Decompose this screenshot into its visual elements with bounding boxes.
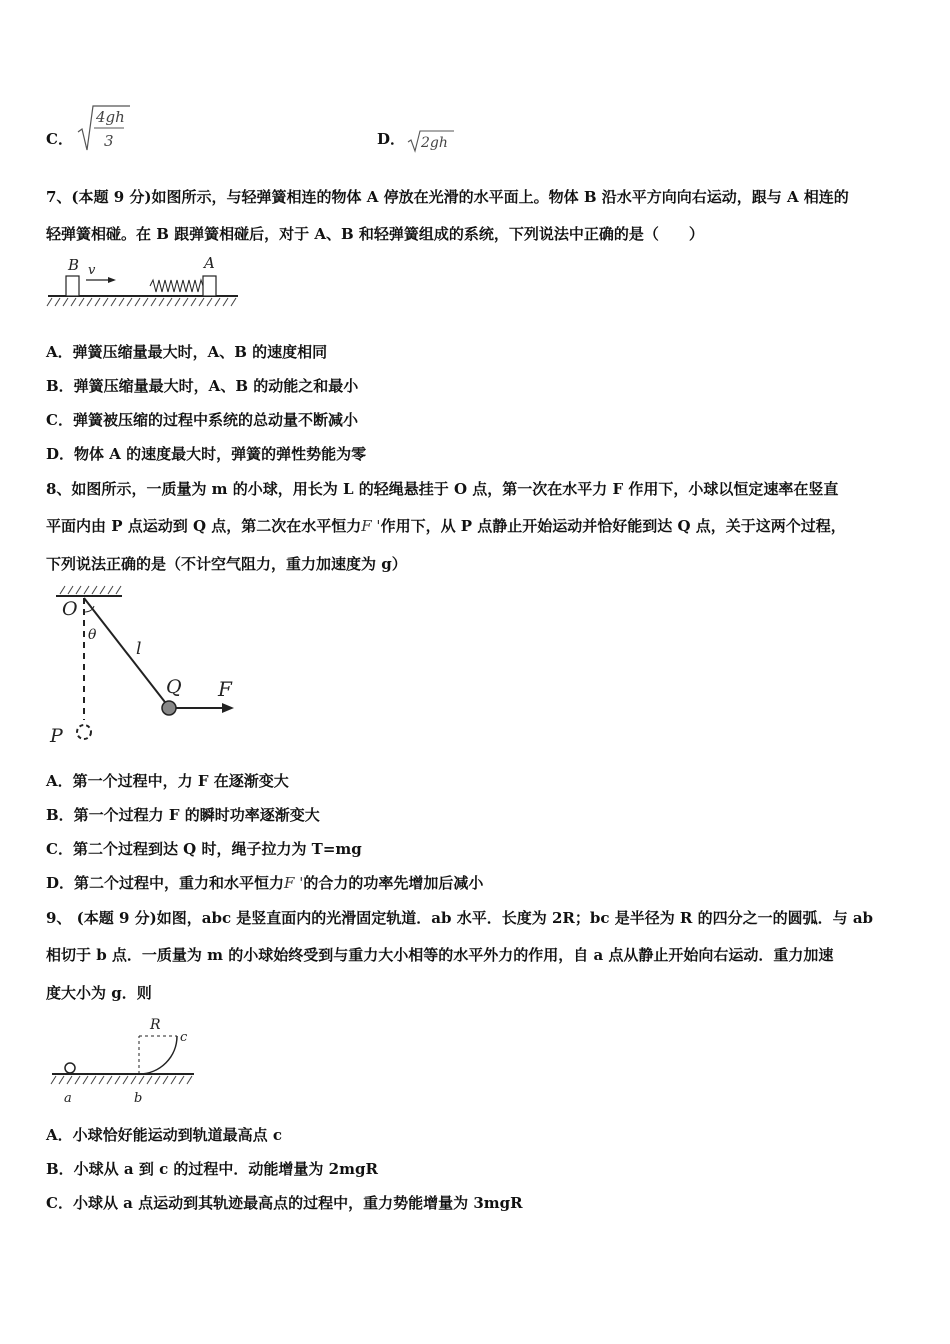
q7-label-b: B [68,256,80,274]
q6-option-c-label: C． [46,130,73,148]
q9-line-2: 相切于 b 点．一质量为 m 的小球始终受到与重力大小相等的水平外力的作用，自 a 点从静止开始向右运动．重力加速 [46,946,834,964]
q6-option-d-expr: 2gh [421,135,448,151]
q8-ball-q [162,701,176,715]
q8-option-d [46,872,483,893]
q8-label-o: O [62,598,78,620]
q8-label-q: Q [166,676,182,698]
q9-option-c: C．小球从 a 点运动到其轨迹最高点的过程中，重力势能增量为 3mgR [46,1194,523,1212]
q7-line-2: 轻弹簧相碰。在 B 跟弹簧相碰后，对于 A、B 和轻弹簧组成的系统，下列说法中正确的是（ ） [46,225,704,243]
q8-figure-pendulum [44,582,244,750]
q9-ball [65,1063,75,1073]
q7-label-v: v [88,263,96,278]
q8-label-l: l [136,639,142,659]
q8-option-b: B．第一个过程力 F 的瞬时功率逐渐变大 [46,806,320,824]
q8-option-d-post: 的合力的功率先增加后减小 [303,874,484,892]
q7-option-a: A．弹簧压缩量最大时，A、B 的速度相同 [46,343,328,361]
q7-block-b [66,276,79,296]
q6-option-c-numerator: 4gh [96,108,125,126]
q9-line-1: 9、 (本题 9 分)如图，abc 是竖直面内的光滑固定轨道．ab 水平．长度为 2R；bc 是半径为 R 的四分之一的圆弧．与 ab [46,909,874,927]
q7-label-a: A [204,254,215,272]
q7-line-1: 7、(本题 9 分)如图所示，与轻弹簧相连的物体 A 停放在光滑的水平面上。物体 B 沿水平方向向右运动，跟与 A 相连的 [46,188,849,206]
q8-string [84,598,168,706]
q7-spring [150,280,203,292]
q9-label-r: R [150,1017,161,1033]
q8-line-2-post: 作用下，从 P 点静止开始运动并恰好能到达 Q 点，关于这两个过程， [380,517,846,535]
q7-option-d: D．物体 A 的速度最大时，弹簧的弹性势能为零 [46,445,367,463]
q8-option-d-symbol: F ' [284,874,304,892]
q8-line-2-pre: 平面内由 P 点运动到 Q 点，第二次在水平恒力 [46,517,362,535]
q8-ball-p [77,725,91,739]
q7-option-b: B．弹簧压缩量最大时，A、B 的动能之和最小 [46,377,359,395]
q8-line-2-symbol: F ' [361,517,381,535]
q8-option-a: A．第一个过程中，力 F 在逐渐变大 [46,772,289,790]
q9-label-b: b [134,1091,143,1106]
q6-option-d-label: D． [377,130,406,148]
q7-block-a [203,276,216,296]
q9-label-a: a [64,1091,72,1106]
q9-option-b: B．小球从 a 到 c 的过程中．动能增量为 2mgR [46,1160,378,1178]
q9-option-a: A．小球恰好能运动到轨道最高点 c [46,1126,282,1144]
q9-arc-bc [139,1036,177,1074]
q9-line-3: 度大小为 g．则 [46,984,152,1002]
q8-label-theta: θ [88,627,97,643]
q8-line-2 [46,515,846,536]
q7-option-c: C．弹簧被压缩的过程中系统的总动量不断减小 [46,411,358,429]
q9-figure-track [46,1012,206,1108]
q8-option-d-pre: D．第二个过程中，重力和水平恒力 [46,874,285,892]
q6-option-c-formula [74,102,134,154]
q8-line-3: 下列说法正确的是（不计空气阻力，重力加速度为 g） [46,555,407,573]
q8-option-c: C．第二个过程到达 Q 时，绳子拉力为 T=mg [46,840,362,858]
q8-label-f: F [218,677,232,701]
q6-option-d-formula [406,128,458,154]
q6-option-c-denominator: 3 [104,132,114,150]
q9-label-c: c [180,1030,188,1045]
q8-label-p: P [50,725,63,747]
q8-line-1: 8、如图所示，一质量为 m 的小球，用长为 L 的轻绳悬挂于 O 点，第一次在水平力 F 作用下，小球以恒定速率在竖直 [46,480,839,498]
q7-figure-spring-blocks [44,252,244,312]
